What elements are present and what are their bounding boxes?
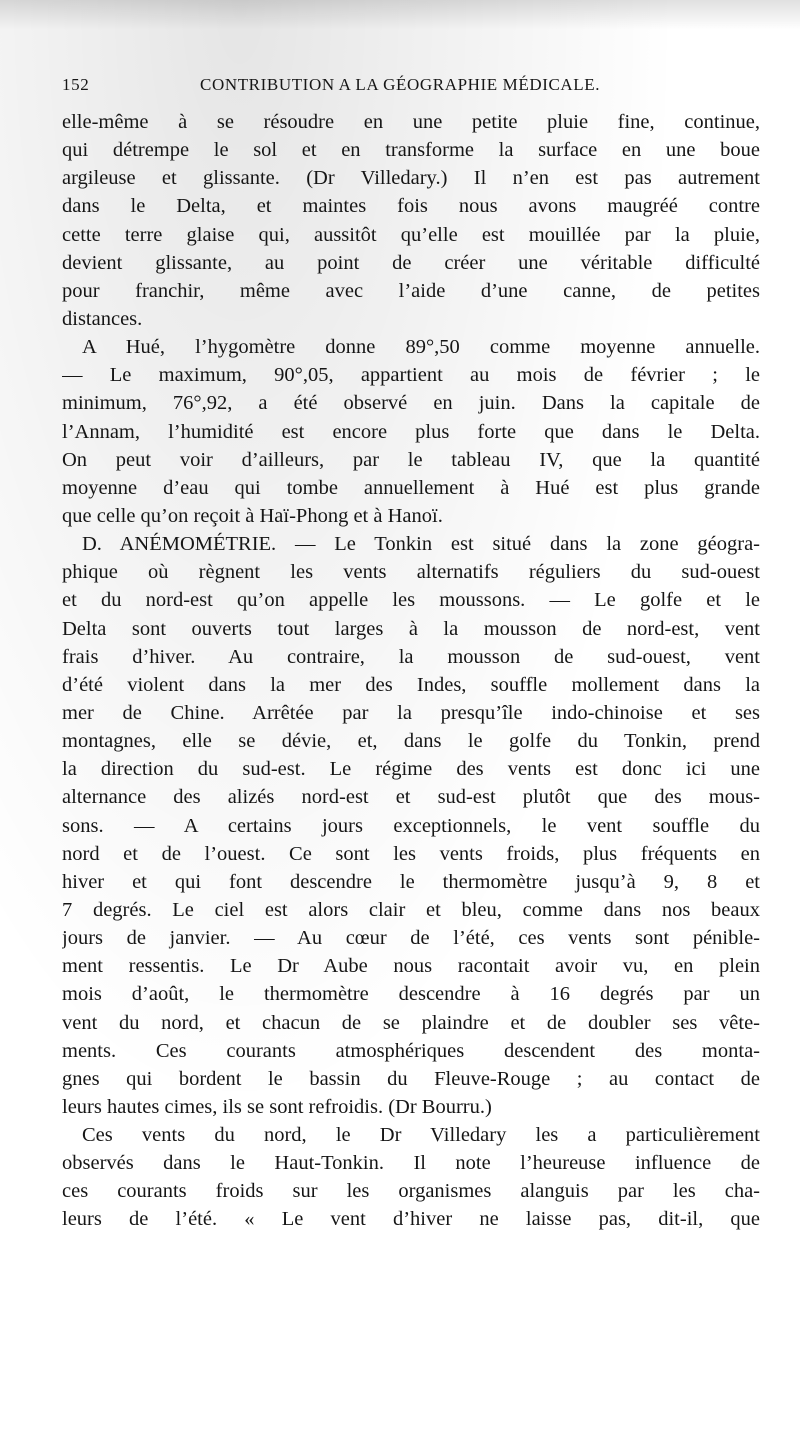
text-line: sons. — A certains jours exceptionnels, le vent souffle du xyxy=(62,814,760,837)
text-line: distances. xyxy=(62,307,143,330)
scan-shadow xyxy=(0,0,800,30)
text-line: l’Annam, l’humidité est encore plus forte que dans le Delta. xyxy=(62,420,760,443)
text-line: nord et de l’ouest. Ce sont les vents froids, plus fréquents en xyxy=(62,842,760,865)
text-line: leurs hautes cimes, ils se sont refroidis. (Dr Bourru.) xyxy=(62,1095,492,1118)
text-line: hiver et qui font descendre le thermomètre jusqu’à 9, 8 et xyxy=(62,870,760,893)
text-line: et du nord-est qu’on appelle les moussons. — Le golfe et le xyxy=(62,589,760,612)
text-line: Delta sont ouverts tout larges à la mousson de nord-est, vent xyxy=(62,617,760,640)
text-line: la direction du sud-est. Le régime des vents est donc ici une xyxy=(62,758,760,781)
text-line: mer de Chine. Arrêtée par la presqu’île indo-chinoise et ses xyxy=(62,701,760,724)
text-line: frais d’hiver. Au contraire, la mousson de sud-ouest, vent xyxy=(62,645,760,668)
text-line: pour franchir, même avec l’aide d’une canne, de petites xyxy=(62,279,760,302)
text-line: d’été violent dans la mer des Indes, souffle mollement dans la xyxy=(62,673,760,696)
text-line: D. ANÉMOMÉTRIE. — Le Tonkin est situé dans la zone géogra- xyxy=(82,533,760,556)
page-number: 152 xyxy=(62,75,90,94)
text-line: 7 degrés. Le ciel est alors clair et bleu, comme dans nos beaux xyxy=(62,898,760,921)
text-line: que celle qu’on reçoit à Haï-Phong et à Hanoï. xyxy=(62,504,443,527)
text-line: vent du nord, et chacun de se plaindre et de doubler ses vête- xyxy=(62,1011,760,1034)
body-text xyxy=(62,108,760,1234)
text-line: leurs de l’été. « Le vent d’hiver ne laisse pas, dit-il, que xyxy=(62,1208,760,1231)
text-line: ment ressentis. Le Dr Aube nous racontait avoir vu, en plein xyxy=(62,955,760,978)
text-line: qui détrempe le sol et en transforme la surface en une boue xyxy=(62,139,760,162)
text-line: argileuse et glissante. (Dr Villedary.) Il n’en est pas autrement xyxy=(62,167,760,190)
running-head: CONTRIBUTION A LA GÉOGRAPHIE MÉDICALE. xyxy=(200,75,601,94)
page-header xyxy=(62,75,762,99)
text-line: moyenne d’eau qui tombe annuellement à Hué est plus grande xyxy=(62,476,760,499)
text-line: gnes qui bordent le bassin du Fleuve-Rouge ; au contact de xyxy=(62,1067,760,1090)
text-line: On peut voir d’ailleurs, par le tableau IV, que la quantité xyxy=(62,448,760,471)
text-line: jours de janvier. — Au cœur de l’été, ces vents sont pénible- xyxy=(62,927,760,950)
text-line: A Hué, l’hygomètre donne 89°,50 comme moyenne annuelle. xyxy=(82,336,760,359)
text-line: cette terre glaise qui, aussitôt qu’elle est mouillée par la pluie, xyxy=(62,223,760,246)
text-line: mois d’août, le thermomètre descendre à 16 degrés par un xyxy=(62,983,760,1006)
text-line: ments. Ces courants atmosphériques descendent des monta- xyxy=(62,1039,760,1062)
text-line: alternance des alizés nord-est et sud-est plutôt que des mous- xyxy=(62,786,760,809)
text-line: dans le Delta, et maintes fois nous avons maugréé contre xyxy=(62,195,760,218)
text-line: montagnes, elle se dévie, et, dans le golfe du Tonkin, prend xyxy=(62,730,760,753)
text-line: ces courants froids sur les organismes alanguis par les cha- xyxy=(62,1180,760,1203)
text-line: devient glissante, au point de créer une véritable difficulté xyxy=(62,251,760,274)
text-line: phique où règnent les vents alternatifs réguliers du sud-ouest xyxy=(62,561,760,584)
text-line: observés dans le Haut-Tonkin. Il note l’heureuse influence de xyxy=(62,1152,760,1175)
text-line: elle-même à se résoudre en une petite pluie fine, continue, xyxy=(62,111,760,133)
text-line: — Le maximum, 90°,05, appartient au mois de février ; le xyxy=(62,364,760,387)
text-line: minimum, 76°,92, a été observé en juin. Dans la capitale de xyxy=(62,392,760,415)
text-line: Ces vents du nord, le Dr Villedary les a particulièrement xyxy=(82,1124,760,1147)
